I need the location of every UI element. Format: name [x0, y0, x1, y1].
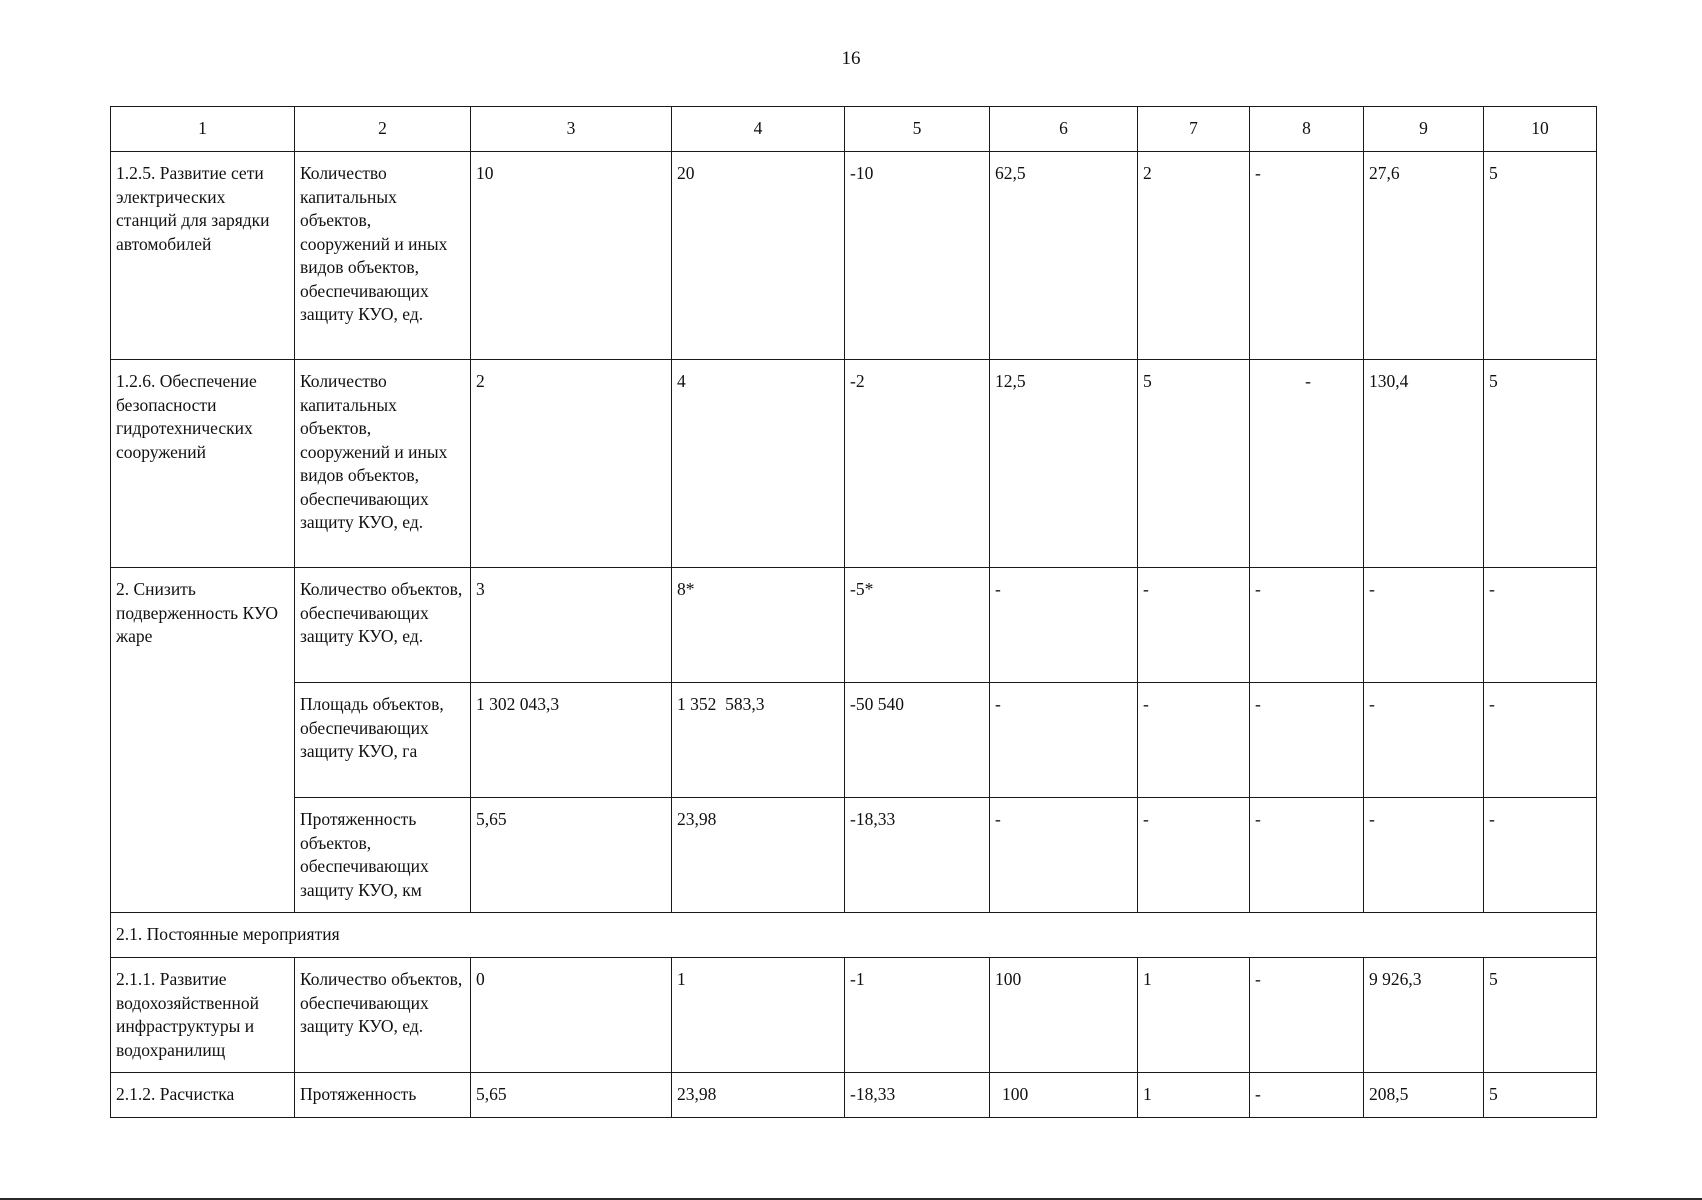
value-cell: -5* [845, 568, 990, 683]
value-cell: 1 352 583,3 [672, 683, 845, 798]
value-cell: 5 [1484, 1073, 1597, 1118]
value-cell: 2 [471, 360, 672, 568]
value-cell: - [1250, 152, 1364, 360]
value-cell: 12,5 [990, 360, 1138, 568]
value-cell: - [1364, 568, 1484, 683]
value-cell: 5,65 [471, 1073, 672, 1118]
value-cell: 100 [990, 1073, 1138, 1118]
value-cell: - [1250, 360, 1364, 568]
table-row [111, 1073, 1597, 1118]
value-cell: 130,4 [1364, 360, 1484, 568]
table-row [111, 798, 1597, 913]
column-number-cell: 5 [845, 107, 990, 152]
indicator-text: Площадь объектов, обеспечивающих защиту КУО, га [300, 694, 444, 761]
value-cell: -1 [845, 958, 990, 1073]
value-cell: - [1250, 683, 1364, 798]
table-row [111, 683, 1597, 798]
value-cell: - [990, 798, 1138, 913]
value-cell: 1 [1138, 958, 1250, 1073]
column-number-cell: 6 [990, 107, 1138, 152]
value-cell: - [1138, 683, 1250, 798]
indicator-cell [295, 798, 471, 913]
value-cell: 23,98 [672, 1073, 845, 1118]
table-row [111, 568, 1597, 683]
indicator-cell [295, 152, 471, 360]
value-cell: - [1484, 683, 1597, 798]
value-cell: - [1138, 568, 1250, 683]
indicator-text: Количество объектов, обеспечивающих защиту КУО, ед. [300, 969, 463, 1036]
column-number-cell: 10 [1484, 107, 1597, 152]
table-row [111, 958, 1597, 1073]
column-number-cell: 7 [1138, 107, 1250, 152]
indicator-cell [295, 683, 471, 798]
value-cell: 8* [672, 568, 845, 683]
page-number: 16 [841, 48, 861, 69]
value-cell: - [1484, 568, 1597, 683]
value-cell: -18,33 [845, 1073, 990, 1118]
value-cell: - [1250, 798, 1364, 913]
value-cell: 2 [1138, 152, 1250, 360]
column-number-cell: 8 [1250, 107, 1364, 152]
value-cell: 23,98 [672, 798, 845, 913]
value-cell: 27,6 [1364, 152, 1484, 360]
indicator-text: Протяженность [300, 1084, 417, 1104]
value-cell: 5 [1484, 958, 1597, 1073]
section-row [111, 913, 1597, 958]
value-cell: - [1364, 683, 1484, 798]
task-text: 2.1.1. Развитие водохозяйственной инфраструктуры и водохранилищ [116, 969, 259, 1060]
table-row [111, 360, 1597, 568]
column-number-cell: 9 [1364, 107, 1484, 152]
indicator-text: Протяженность объектов, обеспечивающих защиту КУО, км [300, 809, 429, 900]
value-cell: 10 [471, 152, 672, 360]
value-cell: 5,65 [471, 798, 672, 913]
value-cell: 1 [1138, 1073, 1250, 1118]
task-text: 1.2.6. Обеспечение безопасности гидротехнических сооружений [116, 371, 257, 462]
indicator-cell [295, 958, 471, 1073]
task-cell [111, 1073, 295, 1118]
indicator-text: Количество капитальных объектов, сооружений и иных видов объектов, обеспечивающих защиту КУО, ед. [300, 163, 448, 324]
value-cell: - [1484, 798, 1597, 913]
value-cell: -18,33 [845, 798, 990, 913]
column-number-cell: 3 [471, 107, 672, 152]
value-cell: - [990, 683, 1138, 798]
value-cell: -10 [845, 152, 990, 360]
value-cell: - [990, 568, 1138, 683]
value-cell: 5 [1484, 360, 1597, 568]
task-text: 1.2.5. Развитие сети электрических станций для зарядки автомобилей [116, 163, 270, 254]
value-cell: - [1250, 568, 1364, 683]
value-cell: - [1138, 798, 1250, 913]
value-cell: 5 [1138, 360, 1250, 568]
indicators-table [110, 106, 1597, 1118]
value-cell: -50 540 [845, 683, 990, 798]
indicator-cell [295, 1073, 471, 1118]
value-cell: 100 [990, 958, 1138, 1073]
indicator-cell [295, 568, 471, 683]
value-cell: 208,5 [1364, 1073, 1484, 1118]
value-cell: 1 [672, 958, 845, 1073]
column-number-cell: 4 [672, 107, 845, 152]
value-cell: 3 [471, 568, 672, 683]
task-cell [111, 360, 295, 568]
value-cell: 0 [471, 958, 672, 1073]
column-number-cell: 1 [111, 107, 295, 152]
value-cell: - [1250, 958, 1364, 1073]
task-cell [111, 152, 295, 360]
section-title: 2.1. Постоянные мероприятия [111, 913, 1597, 958]
table-row [111, 152, 1597, 360]
value-cell: 20 [672, 152, 845, 360]
value-cell: 62,5 [990, 152, 1138, 360]
column-number-cell: 2 [295, 107, 471, 152]
indicator-text: Количество объектов, обеспечивающих защиту КУО, ед. [300, 579, 463, 646]
indicator-cell [295, 360, 471, 568]
column-number-row [111, 107, 1597, 152]
value-cell: 4 [672, 360, 845, 568]
value-cell: 1 302 043,3 [471, 683, 672, 798]
value-cell: -2 [845, 360, 990, 568]
task-text: 2.1.2. Расчистка [116, 1084, 235, 1104]
value-cell: - [1364, 798, 1484, 913]
task-cell [111, 568, 295, 913]
value-cell: 5 [1484, 152, 1597, 360]
value-cell: 9 926,3 [1364, 958, 1484, 1073]
value-cell: - [1250, 1073, 1364, 1118]
task-cell [111, 958, 295, 1073]
indicator-text: Количество капитальных объектов, сооружений и иных видов объектов, обеспечивающих защиту КУО, ед. [300, 371, 448, 532]
task-text: 2. Снизить подверженность КУО жаре [116, 579, 278, 646]
